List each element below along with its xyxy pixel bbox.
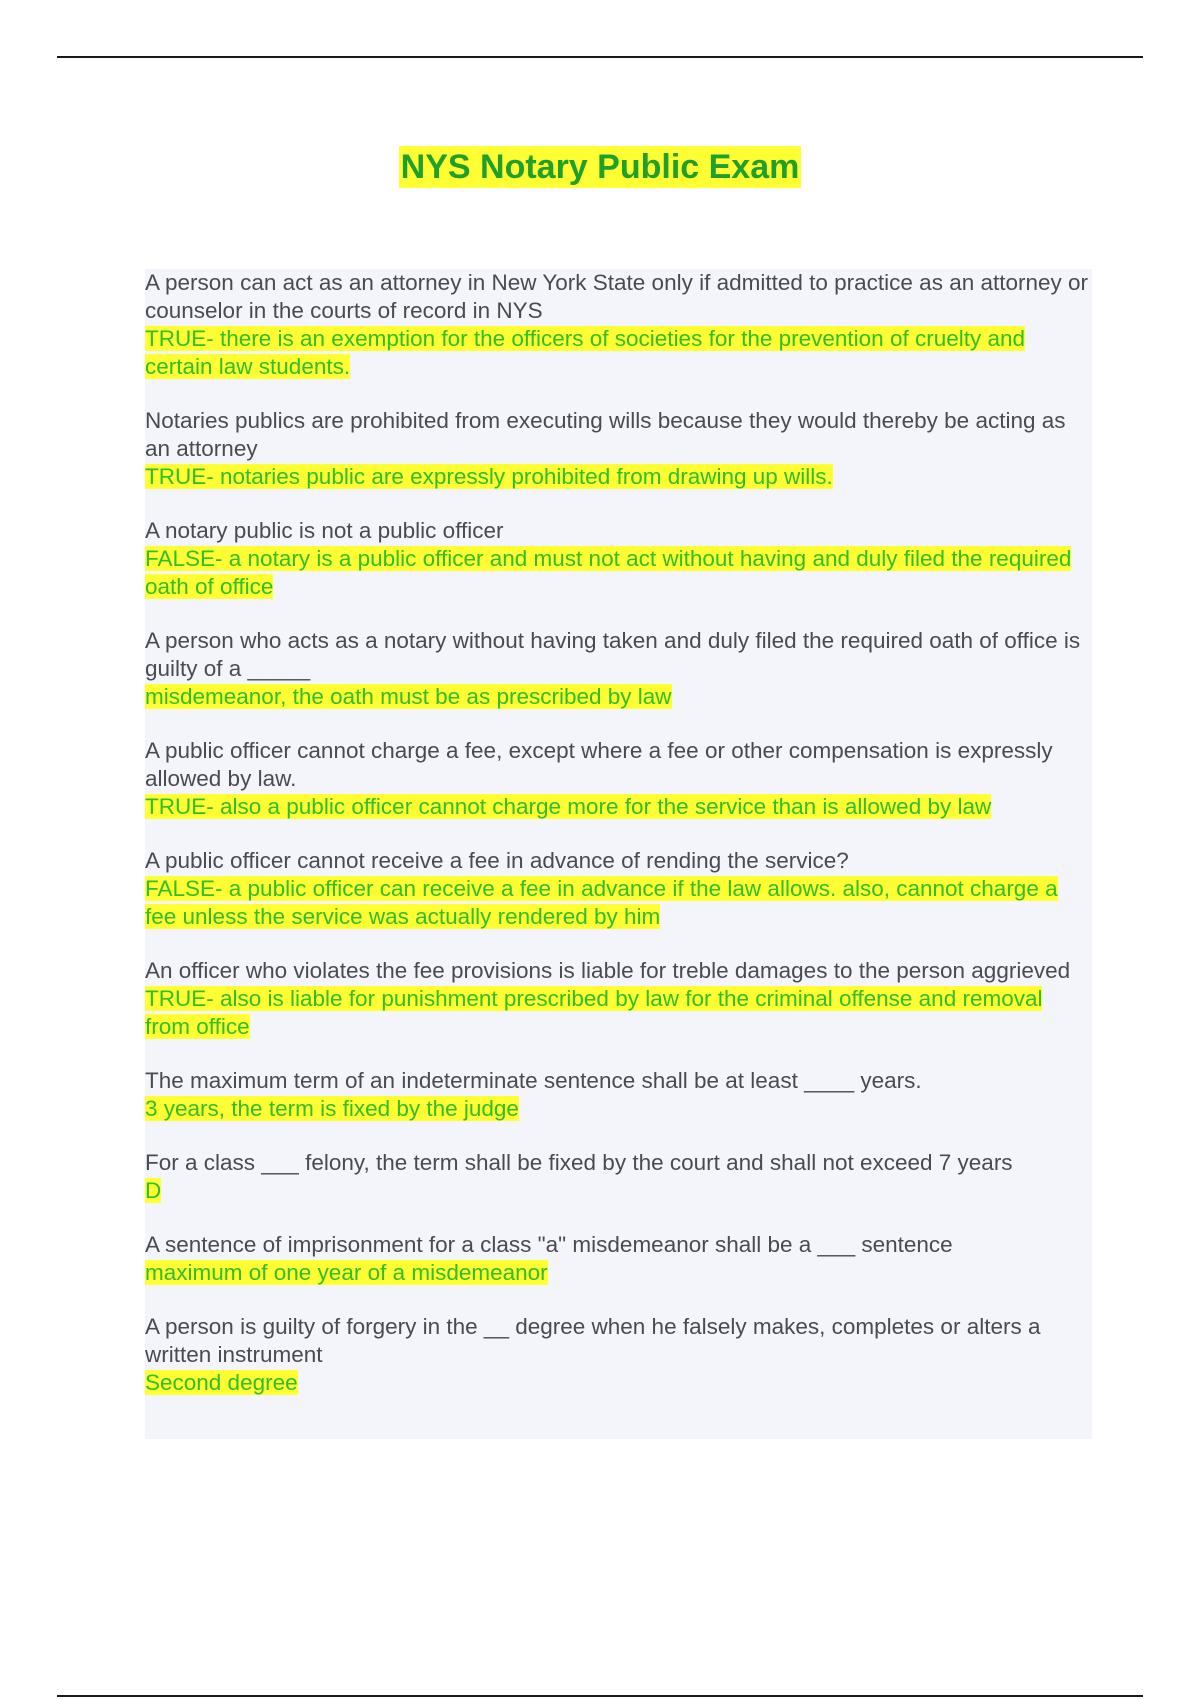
answer-highlight: FALSE- a public officer can receive a fee in advance if the law allows. also, cannot charge a fee unless the service was actually rendered by him [145,876,1058,929]
answer-highlight: TRUE- there is an exemption for the officers of societies for the prevention of cruelty and certain law students. [145,326,1026,379]
bottom-rule [57,1695,1143,1697]
question-text: A person is guilty of forgery in the __ degree when he falsely makes, completes or alters a written instrument [145,1314,1047,1367]
answer-text [145,1177,1092,1205]
qa-item [145,407,1092,491]
answer-text [145,1095,1092,1123]
answer-highlight: TRUE- also a public officer cannot charge more for the service than is allowed by law [145,794,992,819]
answer-text [145,1369,1092,1397]
qa-panel [145,269,1095,1439]
answer-text [145,683,1092,711]
answer-highlight: TRUE- notaries public are expressly prohibited from drawing up wills. [145,464,833,489]
answer-highlight: D [145,1178,162,1203]
question-text: A public officer cannot receive a fee in advance of rending the service? [145,848,849,873]
answer-text [145,325,1092,381]
answer-highlight: Second degree [145,1370,298,1395]
qa-item [145,847,1092,931]
question-text: A person who acts as a notary without having taken and duly filed the required oath of office is guilty of a _____ [145,628,1087,681]
question-text: For a class ___ felony, the term shall be fixed by the court and shall not exceed 7 years [145,1150,1013,1175]
answer-text [145,875,1092,931]
question-text: Notaries publics are prohibited from executing wills because they would thereby be acting as an attorney [145,408,1072,461]
question-text: A sentence of imprisonment for a class "a" misdemeanor shall be a ___ sentence [145,1232,953,1257]
answer-text [145,463,1092,491]
qa-item [145,737,1092,821]
question-text: A public officer cannot charge a fee, except where a fee or other compensation is expressly allowed by law. [145,738,1059,791]
qa-list [145,269,1095,1423]
qa-item [145,957,1092,1041]
question-text: The maximum term of an indeterminate sentence shall be at least ____ years. [145,1068,922,1093]
question-text: An officer who violates the fee provisions is liable for treble damages to the person aggrieved [145,958,1071,983]
answer-highlight: FALSE- a notary is a public officer and must not act without having and duly filed the required oath of office [145,546,1072,599]
qa-item [145,1149,1092,1205]
question-text: A notary public is not a public officer [145,518,504,543]
qa-item [145,1313,1092,1397]
answer-highlight: maximum of one year of a misdemeanor [145,1260,548,1285]
qa-item [145,269,1095,381]
page-title: NYS Notary Public Exam [400,148,800,186]
question-text: A person can act as an attorney in New York State only if admitted to practice as an attorney or counselor in the courts of record in NYS [145,270,1095,323]
qa-item [145,1067,1092,1123]
qa-item [145,517,1092,601]
answer-highlight: misdemeanor, the oath must be as prescribed by law [145,684,672,709]
answer-highlight: TRUE- also is liable for punishment prescribed by law for the criminal offense and removal from office [145,986,1043,1039]
answer-text [145,985,1092,1041]
qa-item [145,627,1092,711]
answer-text [145,1259,1092,1287]
answer-text [145,545,1092,601]
top-rule [57,56,1143,58]
answer-text [145,793,1092,821]
qa-item [145,1231,1092,1287]
answer-highlight: 3 years, the term is fixed by the judge [145,1096,519,1121]
title-wrapper [0,146,1200,188]
